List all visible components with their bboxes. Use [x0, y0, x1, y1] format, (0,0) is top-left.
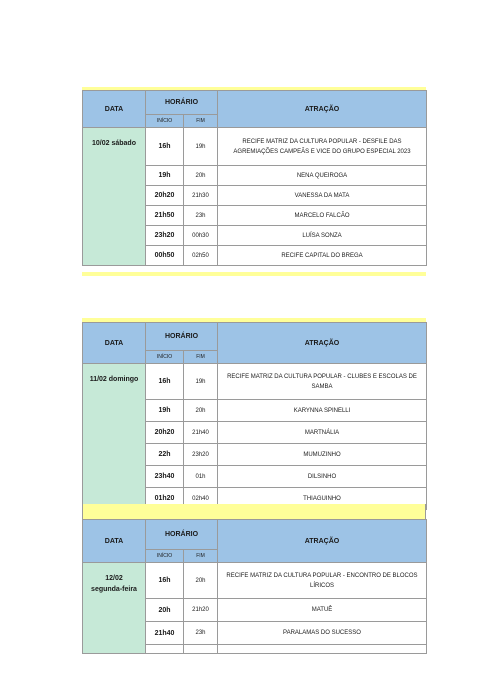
attraction-cell: LUÍSA SONZA — [218, 226, 427, 246]
end-time-cell: 00h30 — [184, 226, 218, 246]
end-time-cell: 01h — [184, 466, 218, 488]
start-time-cell: 16h — [146, 364, 184, 400]
attraction-cell: VANESSA DA MATA — [218, 186, 427, 206]
table-row — [83, 563, 427, 599]
start-time-cell: 19h — [146, 166, 184, 186]
attraction-cell: THIAGUINHO — [218, 488, 427, 510]
start-time-cell: 21h50 — [146, 206, 184, 226]
start-time-cell: 23h20 — [146, 226, 184, 246]
attraction-cell: KARYNNA SPINELLI — [218, 400, 427, 422]
end-time-cell: 21h30 — [184, 186, 218, 206]
end-time-cell: 19h — [184, 128, 218, 166]
day-separator-bar — [82, 504, 426, 519]
attraction-header: ATRAÇÃO — [218, 91, 427, 128]
date-cell: 11/02 domingo — [83, 364, 146, 510]
attraction-cell: DILSINHO — [218, 466, 427, 488]
start-time-cell: 20h — [146, 599, 184, 622]
start-subheader: INÍCIO — [146, 549, 184, 562]
time-header: HORÁRIO — [146, 323, 218, 351]
attraction-cell: MUMUZINHO — [218, 444, 427, 466]
attraction-header: ATRAÇÃO — [218, 323, 427, 364]
end-time-cell: 23h — [184, 622, 218, 645]
schedule-table-day-2 — [82, 322, 427, 510]
end-subheader: FIM — [184, 549, 218, 562]
attraction-cell: MARTNÁLIA — [218, 422, 427, 444]
table-header-row — [83, 323, 427, 351]
attraction-cell: PARALAMAS DO SUCESSO — [218, 622, 427, 645]
time-header: HORÁRIO — [146, 520, 218, 550]
end-time-cell: 23h — [184, 206, 218, 226]
end-time-cell: 20h — [184, 166, 218, 186]
start-time-cell: 22h — [146, 444, 184, 466]
table-row — [83, 128, 427, 166]
date-header: DATA — [83, 91, 146, 128]
date-cell: 10/02 sábado — [83, 128, 146, 266]
attraction-cell: RECIFE MATRIZ DA CULTURA POPULAR - CLUBES E ESCOLAS DE SAMBA — [218, 364, 427, 400]
start-time-cell — [146, 645, 184, 654]
end-time-cell: 23h20 — [184, 444, 218, 466]
attraction-cell: RECIFE MATRIZ DA CULTURA POPULAR - DESFILE DAS AGREMIAÇÕES CAMPEÃS E VICE DO GRUPO ESPECIAL 2023 — [218, 128, 427, 166]
start-time-cell: 16h — [146, 128, 184, 166]
start-subheader: INÍCIO — [146, 351, 184, 364]
table-header-row — [83, 520, 427, 550]
table-row — [83, 364, 427, 400]
date-cell: 12/02 segunda-feira — [83, 563, 146, 654]
bottom-highlight-bar-1 — [82, 272, 426, 276]
schedule-table-day-3 — [82, 519, 427, 654]
date-header: DATA — [83, 520, 146, 563]
attraction-cell: NENA QUEIROGA — [218, 166, 427, 186]
start-time-cell: 20h20 — [146, 422, 184, 444]
start-time-cell: 19h — [146, 400, 184, 422]
end-time-cell: 20h — [184, 563, 218, 599]
end-time-cell: 02h40 — [184, 488, 218, 510]
start-time-cell: 20h20 — [146, 186, 184, 206]
start-time-cell: 21h40 — [146, 622, 184, 645]
attraction-header: ATRAÇÃO — [218, 520, 427, 563]
end-time-cell: 21h20 — [184, 599, 218, 622]
start-time-cell: 01h20 — [146, 488, 184, 510]
attraction-cell: RECIFE CAPITAL DO BREGA — [218, 246, 427, 266]
schedule-table-day-1 — [82, 90, 427, 266]
end-time-cell: 21h40 — [184, 422, 218, 444]
start-time-cell: 00h50 — [146, 246, 184, 266]
end-time-cell: 19h — [184, 364, 218, 400]
attraction-cell — [218, 645, 427, 654]
end-time-cell — [184, 645, 218, 654]
table-header-row — [83, 91, 427, 115]
end-subheader: FIM — [184, 115, 218, 128]
start-subheader: INÍCIO — [146, 115, 184, 128]
end-time-cell: 20h — [184, 400, 218, 422]
end-time-cell: 02h50 — [184, 246, 218, 266]
attraction-cell: RECIFE MATRIZ DA CULTURA POPULAR - ENCONTRO DE BLOCOS LÍRICOS — [218, 563, 427, 599]
start-time-cell: 16h — [146, 563, 184, 599]
date-header: DATA — [83, 323, 146, 364]
time-header: HORÁRIO — [146, 91, 218, 115]
start-time-cell: 23h40 — [146, 466, 184, 488]
end-subheader: FIM — [184, 351, 218, 364]
attraction-cell: MATUÊ — [218, 599, 427, 622]
attraction-cell: MARCELO FALCÃO — [218, 206, 427, 226]
